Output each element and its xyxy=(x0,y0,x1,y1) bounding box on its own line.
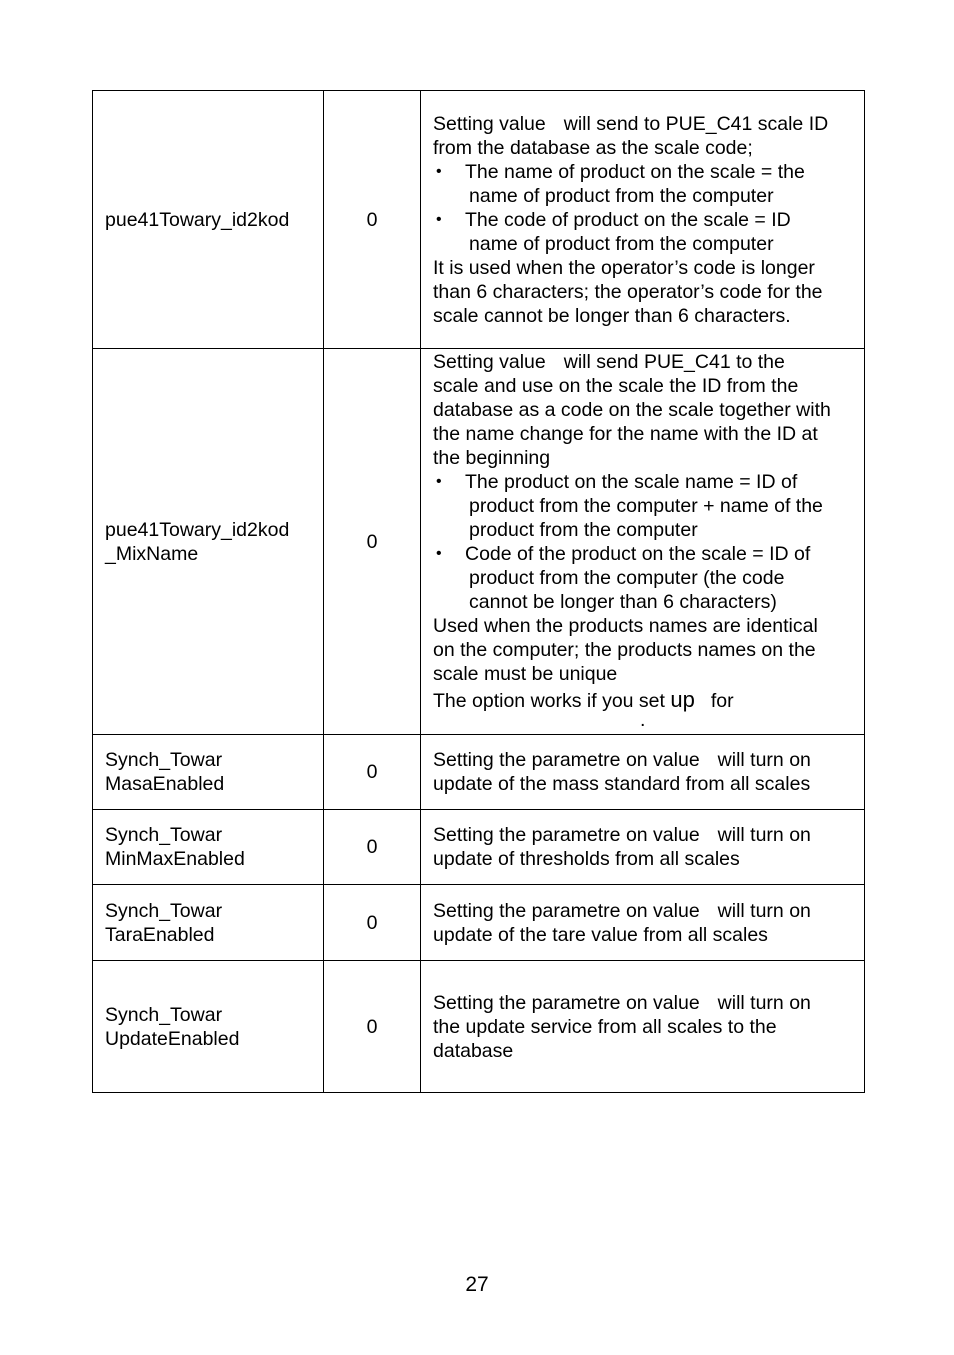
parameters-table xyxy=(92,90,865,1093)
parameter-name: pue41Towary_id2kod xyxy=(105,208,290,231)
bullet-list xyxy=(433,160,856,256)
description-line: than 6 characters; the operator’s code for the xyxy=(433,280,823,303)
description-line: on the computer; the products names on the xyxy=(433,639,816,661)
parameter-name: _MixName xyxy=(105,542,199,565)
description-line: The option works if you set up for xyxy=(433,687,734,712)
default-value-cell xyxy=(324,91,421,349)
table-row xyxy=(93,349,865,735)
default-value-cell xyxy=(324,885,421,961)
description-line: Setting the parametre on value will turn on xyxy=(433,824,811,846)
list-item: • The name of product on the scale = the name of product from the computer xyxy=(436,160,805,207)
page-number: 27 xyxy=(465,1273,489,1296)
parameter-name-cell xyxy=(93,961,324,1093)
description-line: database xyxy=(433,1039,514,1062)
description-cell xyxy=(421,961,865,1093)
bullet-list xyxy=(433,470,856,614)
parameter-name: MinMaxEnabled xyxy=(105,848,245,870)
parameter-name: Synch_Towar xyxy=(105,749,223,771)
parameter-name-cell xyxy=(93,885,324,961)
description-cell xyxy=(421,91,865,349)
description-line: update of the mass standard from all scales xyxy=(433,773,811,795)
list-item: • The product on the scale name = ID of product from the computer + name of the product from the computer xyxy=(436,471,823,541)
parameter-name: UpdateEnabled xyxy=(105,1027,240,1050)
description-line: the update service from all scales to the xyxy=(433,1015,777,1038)
table-row xyxy=(93,961,865,1093)
bullet-dot-icon: • xyxy=(436,473,442,490)
description-cell xyxy=(421,735,865,810)
parameter-name: pue41Towary_id2kod xyxy=(105,518,290,541)
table-row xyxy=(93,91,865,349)
description-line: . xyxy=(640,709,646,731)
list-item: • Code of the product on the scale = ID of product from the computer (the code cannot be longer than 6 characters) xyxy=(436,543,811,613)
description-line: Setting the parametre on value will turn on xyxy=(433,749,811,771)
parameter-name-cell xyxy=(93,735,324,810)
description-line: the beginning xyxy=(433,447,551,469)
table-row xyxy=(93,885,865,961)
parameter-name: MasaEnabled xyxy=(105,773,225,795)
parameter-name: TaraEnabled xyxy=(105,923,215,946)
parameter-name: Synch_Towar xyxy=(105,1003,223,1026)
table-row xyxy=(93,810,865,885)
description-cell xyxy=(421,885,865,961)
description-line: update of thresholds from all scales xyxy=(433,848,740,870)
bullet-dot-icon: • xyxy=(436,210,442,228)
bullet-dot-icon: • xyxy=(436,545,442,562)
parameter-name-cell xyxy=(93,810,324,885)
description-cell xyxy=(421,349,865,735)
description-line: Setting value will send to PUE_C41 scale ID xyxy=(433,112,829,135)
description-line: from the database as the scale code; xyxy=(433,136,753,159)
default-value: 0 xyxy=(366,208,378,231)
default-value: 0 xyxy=(366,1015,378,1038)
description-line: database as a code on the scale together with xyxy=(433,399,831,421)
description-line: scale must be unique xyxy=(433,663,618,685)
parameter-name: Synch_Towar xyxy=(105,824,223,846)
description-line: scale cannot be longer than 6 characters. xyxy=(433,304,791,327)
description-line: update of the tare value from all scales xyxy=(433,923,768,946)
description-cell xyxy=(421,810,865,885)
description-line: Setting value will send PUE_C41 to the xyxy=(433,351,785,373)
default-value-cell xyxy=(324,735,421,810)
description-line: the name change for the name with the ID at xyxy=(433,423,818,445)
bullet-dot-icon: • xyxy=(436,162,442,180)
default-value-cell xyxy=(324,349,421,735)
parameter-name-cell xyxy=(93,349,324,735)
default-value: 0 xyxy=(366,530,378,553)
default-value-cell xyxy=(324,810,421,885)
default-value: 0 xyxy=(366,836,378,858)
table-row xyxy=(93,735,865,810)
default-value: 0 xyxy=(366,761,378,783)
list-item: • The code of product on the scale = ID name of product from the computer xyxy=(436,208,791,255)
description-line: Used when the products names are identical xyxy=(433,615,818,637)
description-line: It is used when the operator’s code is longer xyxy=(433,256,815,279)
parameter-name: Synch_Towar xyxy=(105,899,223,922)
description-line: Setting the parametre on value will turn on xyxy=(433,899,811,922)
description-line: Setting the parametre on value will turn on xyxy=(433,991,811,1014)
parameter-name-cell xyxy=(93,91,324,349)
description-line: scale and use on the scale the ID from the xyxy=(433,375,799,397)
default-value-cell xyxy=(324,961,421,1093)
default-value: 0 xyxy=(366,911,378,934)
